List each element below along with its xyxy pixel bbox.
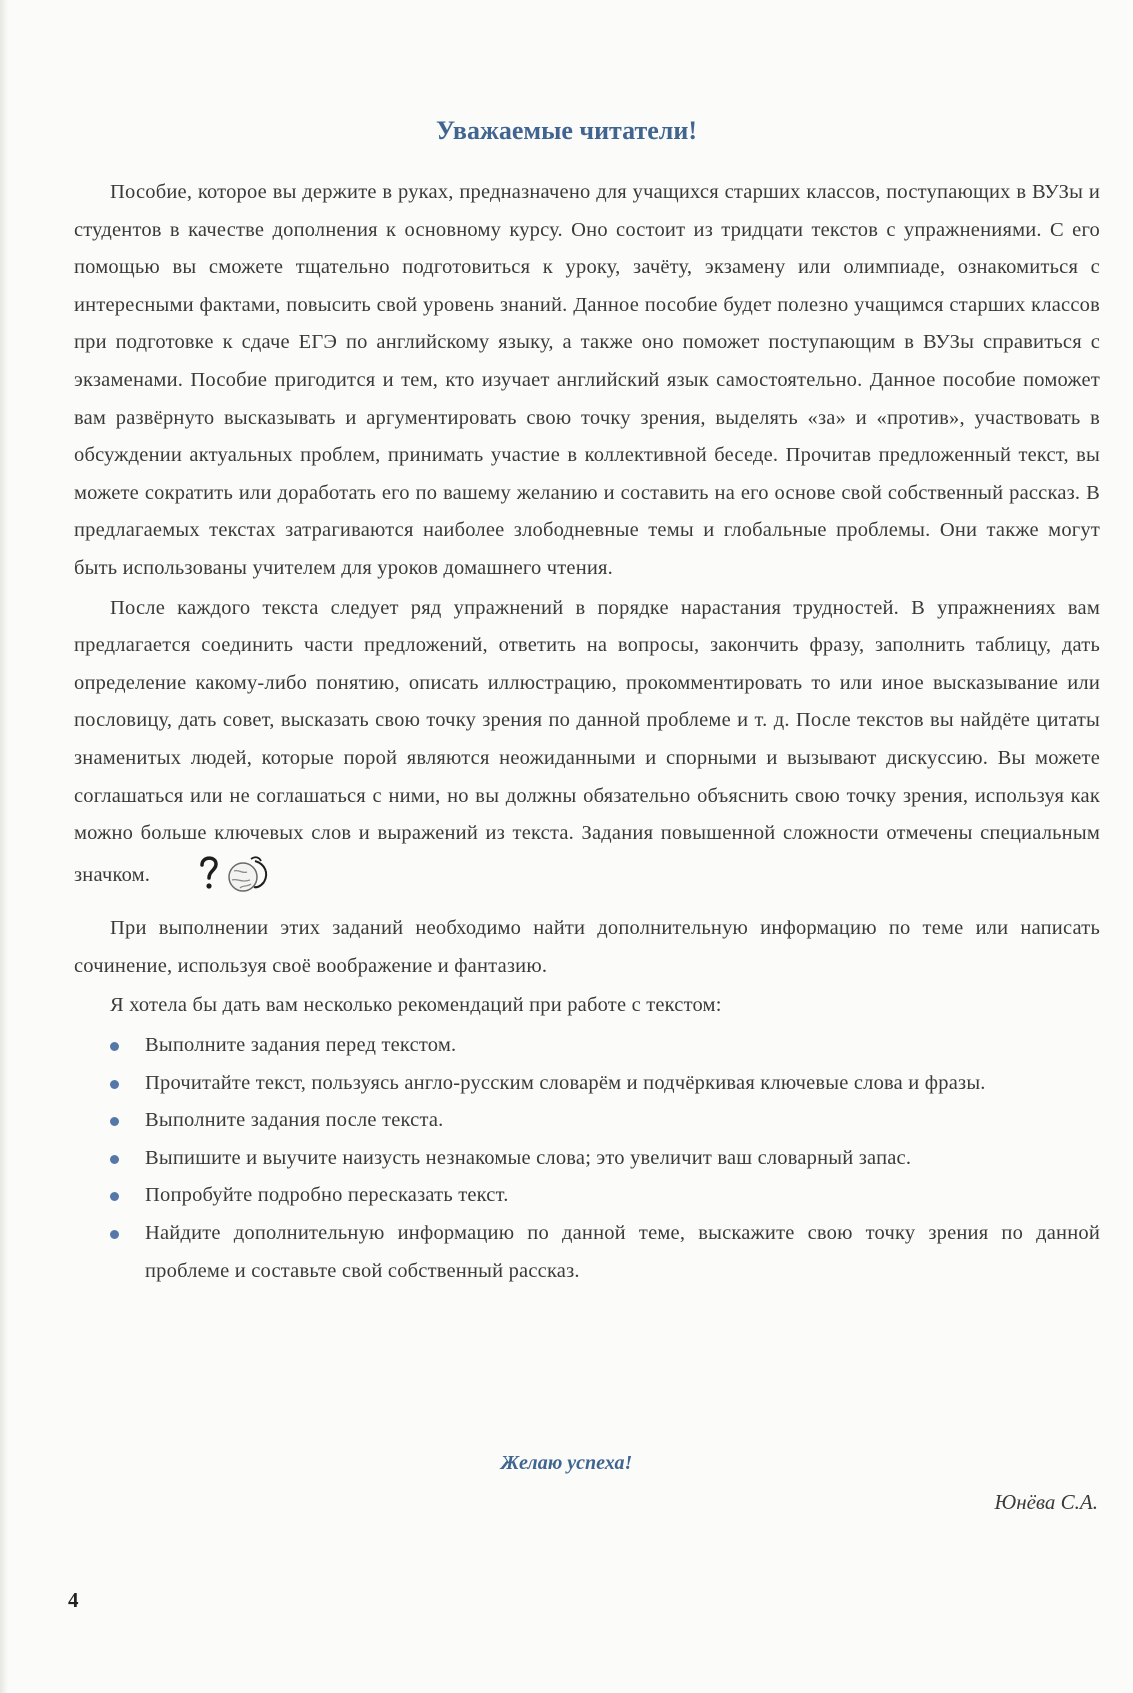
question-globe-icon <box>162 853 272 909</box>
list-item: Выполните задания после текста. <box>74 1102 1100 1140</box>
bullet-dot-icon <box>110 1117 119 1126</box>
paragraph-creative: При выполнении этих заданий необходимо найти дополнительную информацию по теме или написать сочинение, используя своё воображение и фантазию. <box>74 917 1100 977</box>
list-item: Найдите дополнительную информацию по данной теме, выскажите свою точку зрения по данной проблеме и составьте свой собственный рассказ. <box>74 1215 1100 1290</box>
bullet-dot-icon <box>110 1042 119 1051</box>
paragraph-recommendations-intro: Я хотела бы дать вам несколько рекомендаций при работе с текстом: <box>110 994 722 1017</box>
page-title: Уважаемые читатели! <box>435 116 698 145</box>
page-edge-shadow <box>0 0 8 1693</box>
bullet-dot-icon <box>110 1230 119 1239</box>
bullet-dot-icon <box>110 1155 119 1164</box>
paragraph-exercises-text: После каждого текста следует ряд упражнений в порядке нарастания трудностей. В упражнениях вам предлагается соединить части предложений, ответить на вопросы, закончить фразу, заполнить таблицу, дать определение какому-либо понятию, описать иллюстрацию, прокомментировать то или иное высказывание или пословицу, дать совет, высказать свою точку зрения по данной проблеме и т. д. После текстов вы найдёте цитаты знаменитых людей, которые порой являются неожиданными и спорными и вызывают дискуссию. Вы можете соглашаться или не соглашаться с ними, но вы должны обязательно объяснить свою точку зрения, используя как можно больше ключевых слов и выражений из текста. Задания повышенной сложности отмечены специальным значком. <box>74 596 1100 886</box>
closing-wish: Желаю успеха! <box>500 1452 633 1474</box>
bullet-dot-icon <box>110 1080 119 1089</box>
list-item: Выполните задания перед текстом. <box>74 1027 1100 1065</box>
author-signature: Юнёва С.А. <box>994 1490 1098 1514</box>
paragraph-exercises <box>74 590 1100 909</box>
paragraph-intro: Пособие, которое вы держите в руках, предназначено для учащихся старших классов, поступающих в ВУЗы и студентов в качестве дополнения к основному курсу. Оно состоит из тридцати текстов с упражнениями. С его помощью вы сможете тщательно подготовиться к уроку, зачёту, экзамену или олимпиаде, ознакомиться с интересными фактами, повысить свой уровень знаний. Данное пособие будет полезно учащимся старших классов при подготовке к сдаче ЕГЭ по английскому языку, а также оно поможет поступающим в ВУЗы справиться с экзаменами. Пособие пригодится и тем, кто изучает английский язык самостоятельно. Данное пособие поможет вам развёрнуто высказывать и аргументировать свою точку зрения, выделять «за» и «против», участвовать в обсуждении актуальных проблем, принимать участие в коллективной беседе. Прочитав предложенный текст, вы можете сократить или доработать его по вашему желанию и составить на его основе свой собственный рассказ. В предлагаемых текстах затрагиваются наиболее злободневные темы и глобальные проблемы. Они также могут быть использованы учителем для уроков домашнего чтения. <box>74 181 1100 579</box>
body-text <box>74 174 1100 1290</box>
list-item: Прочитайте текст, пользуясь англо-русским словарём и подчёркивая ключевые слова и фразы. <box>74 1065 1100 1103</box>
recommendations-list <box>74 1027 1100 1290</box>
list-item: Попробуйте подробно пересказать текст. <box>74 1177 1100 1215</box>
bullet-dot-icon <box>110 1192 119 1201</box>
list-item: Выпишите и выучите наизусть незнакомые слова; это увеличит ваш словарный запас. <box>74 1140 1100 1178</box>
page-number: 4 <box>68 1588 79 1612</box>
